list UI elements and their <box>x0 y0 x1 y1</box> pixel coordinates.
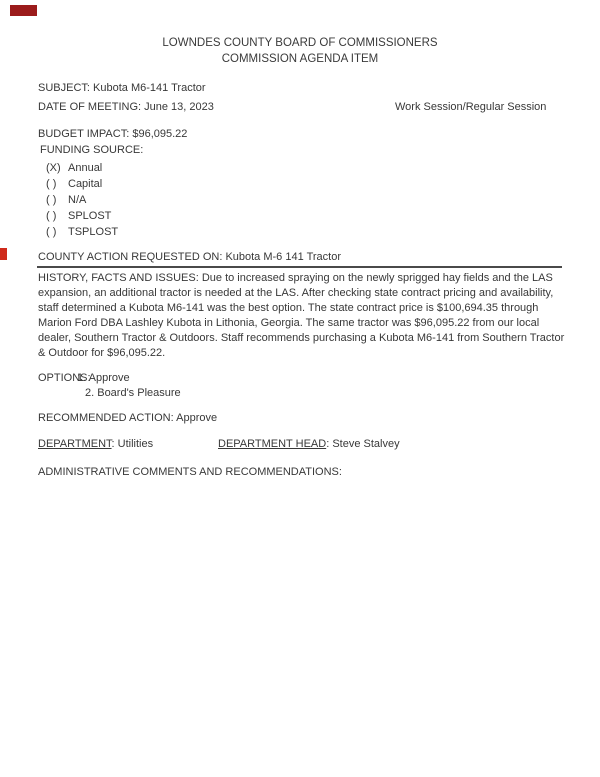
recommended-action-label: RECOMMENDED ACTION: <box>38 412 174 424</box>
funding-option-annual <box>46 160 118 176</box>
option-approve: 1. Approve <box>77 372 130 384</box>
checkbox-na: ( ) <box>46 194 57 206</box>
document-header <box>0 35 600 67</box>
funding-option-capital <box>46 176 118 192</box>
county-action-label: COUNTY ACTION REQUESTED ON: <box>38 251 223 263</box>
funding-option-splost <box>46 208 118 224</box>
checkbox-tsplost: ( ) <box>46 226 57 238</box>
county-action-value: Kubota M-6 141 Tractor <box>225 251 341 263</box>
checkbox-annual: (X) <box>46 162 61 174</box>
history-text: Due to increased spraying on the newly sprigged hay fields and the LAS expansion, an additional tractor is needed at the LAS. After checking state contract pricing and availability, staff determined a Kubota M6-141 was the best option. The state contract price is $100,694.35 through Marion Ford DBA Lashley Kubota in Lithonia, Georgia. The same tractor was $96,095.22 from our local dealer, Southern Tractor & Outdoors. Staff recommends purchasing a Kubota M6-141 from Southern Tractor & Outdoor for $96,095.22. <box>38 272 565 359</box>
funding-option-label: TSPLOST <box>68 226 119 238</box>
budget-impact-label: BUDGET IMPACT: <box>38 128 130 140</box>
department-value: Utilities <box>117 438 154 450</box>
colon-separator: : <box>111 438 118 450</box>
department-head-label: DEPARTMENT HEAD <box>218 438 327 450</box>
recommended-action-line <box>38 411 217 426</box>
header-line1: LOWNDES COUNTY BOARD OF COMMISSIONERS <box>162 37 438 49</box>
session-type: Work Session/Regular Session <box>395 101 547 113</box>
funding-option-na <box>46 192 118 208</box>
funding-option-label: Capital <box>68 178 103 190</box>
subject-line <box>38 81 206 96</box>
department-head-value: Steve Stalvey <box>332 438 400 450</box>
header-line2: COMMISSION AGENDA ITEM <box>221 53 379 65</box>
history-facts-issues-paragraph <box>38 271 565 361</box>
options-label: OPTIONS: <box>38 372 91 384</box>
red-scan-mark-left-edge <box>0 248 7 260</box>
checkbox-splost: ( ) <box>46 210 57 222</box>
funding-option-label: N/A <box>68 194 87 206</box>
horizontal-divider <box>37 266 562 268</box>
county-action-line <box>38 250 341 265</box>
colon-separator: : <box>326 438 333 450</box>
funding-option-label: SPLOST <box>68 210 112 222</box>
funding-options-list <box>46 160 118 240</box>
department-head-group <box>218 437 400 452</box>
funding-source-label: FUNDING SOURCE: <box>40 144 144 156</box>
recommended-action-value: Approve <box>176 412 218 424</box>
department-group <box>38 438 153 450</box>
option-boards-pleasure: 2. Board's Pleasure <box>85 387 181 399</box>
red-scan-mark-top-left <box>10 5 37 16</box>
funding-option-tsplost <box>46 224 118 240</box>
administrative-comments-label: ADMINISTRATIVE COMMENTS AND RECOMMENDATIONS: <box>38 466 342 478</box>
budget-impact-line <box>38 127 187 142</box>
date-value: June 13, 2023 <box>144 101 214 113</box>
options-list <box>77 371 181 401</box>
department-label: DEPARTMENT <box>38 438 112 450</box>
subject-value: Kubota M6-141 Tractor <box>93 82 206 94</box>
checkbox-capital: ( ) <box>46 178 57 190</box>
funding-option-label: Annual <box>68 162 103 174</box>
budget-impact-value: $96,095.22 <box>132 128 188 140</box>
history-label: HISTORY, FACTS AND ISSUES: <box>38 272 199 284</box>
date-label: DATE OF MEETING: <box>38 101 142 113</box>
meeting-date-line <box>38 100 214 115</box>
signoff-line <box>38 437 562 452</box>
subject-label: SUBJECT: <box>38 82 90 94</box>
